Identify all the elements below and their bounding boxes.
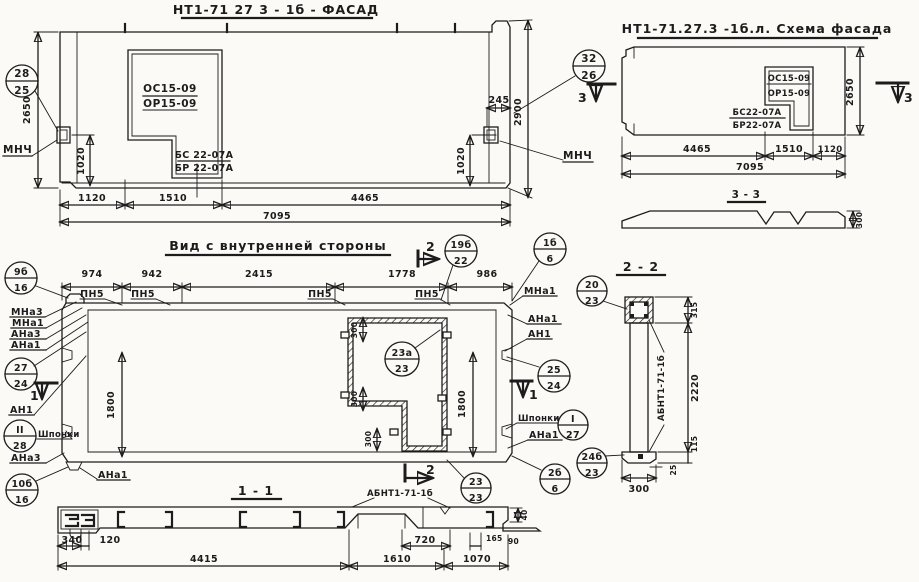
svg-text:20: 20	[584, 280, 600, 291]
svg-text:26: 26	[581, 70, 597, 82]
svg-text:120: 120	[99, 535, 121, 546]
svg-text:АН1: АН1	[528, 329, 552, 340]
svg-text:24б: 24б	[581, 452, 603, 463]
cut-marker-2-bottom	[405, 462, 436, 481]
svg-text:300: 300	[350, 390, 359, 408]
callout-23-23	[447, 460, 491, 504]
svg-text:19б: 19б	[450, 240, 472, 251]
svg-text:245: 245	[488, 95, 510, 106]
svg-text:МНа1: МНа1	[12, 318, 45, 329]
section-22-title: 2 - 2	[622, 259, 660, 274]
svg-text:16: 16	[14, 495, 30, 506]
section-1-1	[58, 483, 540, 570]
svg-text:315: 315	[690, 301, 699, 319]
cut-marker-3-left	[578, 84, 615, 105]
callout-9b-16	[5, 262, 68, 298]
svg-text:300: 300	[855, 211, 864, 229]
window-mark-bottom: ОР15-09	[143, 98, 197, 110]
stirrup	[294, 512, 300, 527]
label-ana1-low: АНа1	[98, 470, 128, 481]
svg-text:1510: 1510	[158, 193, 188, 204]
anchor-left	[57, 127, 70, 143]
inner-view	[4, 233, 588, 506]
svg-text:40: 40	[520, 509, 529, 521]
svg-text:115: 115	[690, 435, 699, 453]
svg-text:4465: 4465	[350, 193, 380, 204]
svg-text:23: 23	[394, 364, 410, 375]
callout-key-I-27	[558, 410, 588, 441]
svg-text:ОР15-09: ОР15-09	[767, 89, 811, 99]
svg-text:1070: 1070	[462, 554, 492, 565]
svg-text:27: 27	[13, 363, 29, 374]
svg-text:10б: 10б	[11, 479, 33, 490]
rebar-hook	[82, 515, 94, 526]
svg-text:300: 300	[628, 484, 650, 495]
svg-text:1: 1	[30, 388, 40, 403]
svg-text:ПН5: ПН5	[131, 289, 155, 300]
stirrup	[487, 512, 493, 527]
cut-marker-3-right	[877, 83, 914, 105]
svg-text:986: 986	[476, 269, 498, 280]
section-11-title: 1 - 1	[237, 483, 275, 498]
callout-20-23	[577, 276, 627, 309]
svg-text:ПН5: ПН5	[415, 289, 439, 300]
cut-marker-2-top	[418, 239, 438, 266]
fixing-plate	[438, 395, 446, 401]
svg-text:1020: 1020	[76, 146, 87, 176]
svg-text:16: 16	[13, 283, 29, 294]
svg-text:1800: 1800	[457, 389, 468, 419]
fixing-plate	[443, 429, 451, 435]
svg-text:1020: 1020	[456, 146, 467, 176]
svg-text:1610: 1610	[382, 554, 412, 565]
label-ana3-low: АНа3	[11, 453, 41, 464]
svg-text:974: 974	[81, 269, 103, 280]
svg-text:МНа1: МНа1	[524, 286, 557, 297]
svg-text:720: 720	[414, 535, 436, 546]
element-label-11: АБНТ1-71-1б	[367, 489, 433, 499]
svg-text:1б: 1б	[542, 238, 558, 249]
svg-text:24: 24	[13, 379, 29, 390]
stirrup	[338, 512, 344, 527]
stirrup	[240, 512, 246, 527]
svg-text:2650: 2650	[845, 77, 856, 107]
svg-text:2650: 2650	[22, 95, 33, 125]
svg-text:28: 28	[14, 68, 30, 80]
svg-text:28: 28	[12, 441, 28, 452]
svg-text:1120: 1120	[817, 145, 843, 155]
schema-view	[622, 21, 914, 228]
svg-text:2415: 2415	[244, 269, 274, 280]
svg-text:23а: 23а	[391, 348, 413, 359]
facade-title: НТ1-71 27 3 - 1б - ФАСАД	[172, 2, 380, 17]
svg-text:1800: 1800	[106, 390, 117, 420]
svg-text:23: 23	[584, 296, 600, 307]
key-bottom-left	[66, 462, 82, 470]
section-33-title: 3 - 3	[731, 189, 761, 201]
svg-text:АНа1: АНа1	[11, 340, 41, 351]
svg-text:7095: 7095	[735, 162, 765, 173]
svg-text:27: 27	[565, 430, 581, 441]
facade-view	[3, 2, 615, 226]
svg-text:6: 6	[551, 484, 559, 495]
svg-text:4415: 4415	[189, 554, 219, 565]
section-3-3	[622, 189, 864, 228]
svg-text:3: 3	[578, 90, 588, 105]
cut-marker-1-right	[511, 381, 539, 402]
svg-text:II: II	[16, 425, 24, 436]
callout-key-II-28	[4, 420, 36, 452]
left-anchor-labels	[10, 302, 88, 351]
schema-title: НТ1-71.27.3 -1б.л. Схема фасада	[621, 21, 893, 36]
stirrup	[118, 512, 124, 527]
svg-text:942: 942	[141, 269, 163, 280]
svg-text:3: 3	[904, 90, 914, 105]
rebar-hook	[66, 515, 78, 526]
svg-text:23: 23	[584, 468, 600, 479]
label-keys-right: Шпонки	[518, 414, 560, 424]
svg-text:90: 90	[508, 537, 520, 546]
svg-text:2: 2	[426, 239, 436, 254]
svg-text:165: 165	[486, 534, 503, 543]
svg-text:4465: 4465	[682, 144, 712, 155]
svg-text:I: I	[571, 414, 575, 425]
svg-text:22: 22	[453, 256, 469, 267]
label-keys-left: Шпонки	[38, 430, 80, 440]
right-anchor-labels	[505, 286, 561, 351]
fixing-plate	[341, 332, 349, 338]
svg-text:9б: 9б	[13, 267, 29, 278]
section-33-profile	[622, 211, 845, 228]
svg-text:24: 24	[546, 381, 562, 392]
key-left-upper	[62, 348, 72, 362]
fixing-plate	[443, 332, 451, 338]
inner-title: Вид с внутренней стороны	[169, 238, 387, 253]
stirrup	[166, 512, 172, 527]
svg-text:1510: 1510	[774, 144, 804, 155]
svg-text:2220: 2220	[690, 373, 701, 403]
svg-text:7095: 7095	[262, 211, 292, 222]
callout-10b-16	[6, 467, 68, 506]
svg-text:25: 25	[546, 365, 562, 376]
callout-19b-22	[441, 235, 477, 300]
svg-text:25: 25	[669, 464, 678, 476]
fixing-plate	[390, 429, 398, 435]
svg-text:МНа3: МНа3	[11, 307, 44, 318]
svg-text:БР22-07А: БР22-07А	[732, 121, 782, 131]
svg-text:ОС15-09: ОС15-09	[767, 74, 811, 84]
callout-2b-6	[512, 456, 570, 495]
fixing-plate	[341, 392, 349, 398]
svg-text:32: 32	[581, 53, 597, 65]
svg-text:300: 300	[350, 321, 359, 339]
svg-text:2900: 2900	[513, 97, 524, 127]
balcony-mark-top: БС 22-07А	[174, 150, 234, 161]
svg-text:1778: 1778	[387, 269, 417, 280]
svg-text:23: 23	[468, 493, 484, 504]
svg-text:2б: 2б	[547, 468, 563, 479]
svg-text:ПН5: ПН5	[80, 289, 104, 300]
svg-text:АНа3: АНа3	[11, 329, 41, 340]
section-22-body	[630, 323, 648, 452]
svg-text:АНа1: АНа1	[528, 314, 558, 325]
svg-text:1: 1	[529, 387, 539, 402]
svg-text:2: 2	[426, 462, 436, 477]
label-ana1-rb: АНа1	[529, 430, 559, 441]
anchor-label-right: МНЧ	[563, 150, 593, 162]
joint-notch	[440, 507, 450, 514]
anchor-label-left: МНЧ	[3, 144, 33, 156]
window-mark-top: ОС15-09	[143, 83, 197, 95]
svg-text:6: 6	[546, 254, 554, 265]
svg-text:1120: 1120	[77, 193, 107, 204]
svg-text:ПН5: ПН5	[308, 289, 332, 300]
svg-text:23: 23	[468, 477, 484, 488]
svg-text:340: 340	[61, 535, 83, 546]
svg-text:25: 25	[14, 85, 30, 97]
label-an1-left: АН1	[10, 405, 34, 416]
callout-24b-23	[577, 448, 624, 479]
svg-text:БС22-07А: БС22-07А	[732, 108, 782, 118]
svg-text:300: 300	[364, 430, 373, 448]
section-2-2	[577, 259, 701, 495]
balcony-mark-bottom: БР 22-07А	[174, 163, 234, 174]
element-label-22: АБНТ1-71-1б	[657, 355, 667, 421]
